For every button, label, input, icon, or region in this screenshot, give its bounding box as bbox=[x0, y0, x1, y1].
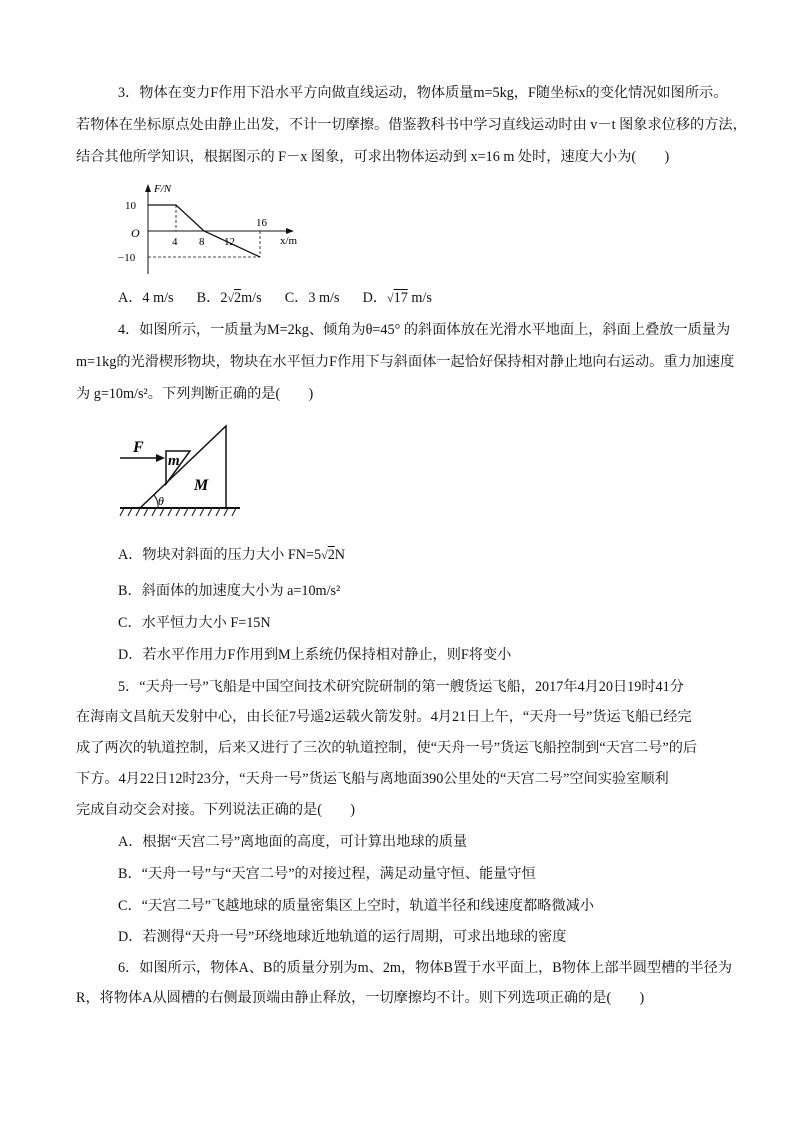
q5-line-1: 5．“天舟一号”飞船是中国空间技术研究院研制的第一艘货运飞船，2017年4月20日19时41分 bbox=[118, 679, 684, 695]
q3-option-b: B．2√2m/s bbox=[196, 290, 262, 306]
q3-line-1: 3．物体在变力F作用下沿水平方向做直线运动，物体质量m=5kg，F随坐标x的变化情况如图所示。 bbox=[118, 85, 728, 101]
graph-x-tick-16: 16 bbox=[256, 217, 267, 229]
graph-origin-label: O bbox=[131, 226, 140, 240]
graph-x-axis-label: x/m bbox=[280, 235, 298, 247]
graph-y-tick-neg10: −10 bbox=[118, 252, 136, 264]
q3-option-a: A．4 m/s bbox=[118, 290, 174, 306]
q3-line-3: 结合其他所学知识，根据图示的 F－x 图象，可求出物体运动到 x=16 m 处时，速度大小为( ) bbox=[76, 149, 670, 165]
q5-line-4: 下方。4月22日12时23分，“天舟一号”货运飞船与离地面390公里处的“天宫二号”空间实验室顺利 bbox=[76, 771, 669, 787]
q5-option-b: B．“天舟一号”与“天宫二号”的对接过程，满足动量守恒、能量守恒 bbox=[118, 866, 536, 882]
graph-x-tick-12: 12 bbox=[224, 236, 235, 248]
q3-option-d: D．√17 m/s bbox=[362, 290, 432, 306]
q6-line-2: R，将物体A从圆槽的右侧最顶端由静止释放，一切摩擦均不计。则下列选项正确的是( ) bbox=[76, 990, 645, 1006]
q5-line-3: 成了两次的轨道控制，后来又进行了三次的轨道控制，使“天舟一号”货运飞船控制到“天宫二号”的后 bbox=[76, 740, 698, 756]
q3-line-2: 若物体在坐标原点处由静止出发，不计一切摩擦。借鉴教科书中学习直线运动时由 v－t 图象求位移的方法， bbox=[76, 117, 747, 133]
q5-line-2: 在海南文昌航天发射中心，由长征7号遥2运载火箭发射。4月21日上午，“天舟一号”货运飞船已经完 bbox=[76, 709, 692, 725]
q5-option-a: A．根据“天宫二号”离地面的高度，可计算出地球的质量 bbox=[118, 834, 468, 850]
q4-option-a: A．物块对斜面的压力大小 FN=5√2N bbox=[118, 547, 346, 563]
incline-mass-label: M bbox=[194, 477, 209, 494]
graph-x-tick-8: 8 bbox=[199, 236, 205, 248]
q5-option-d: D．若测得“天舟一号”环绕地球近地轨道的运行周期，可求出地球的密度 bbox=[118, 929, 567, 945]
graph-y-tick-10: 10 bbox=[125, 200, 136, 212]
angle-label: θ bbox=[158, 494, 164, 508]
q4-option-d: D．若水平作用力F作用到M上系统仍保持相对静止，则F将变小 bbox=[118, 647, 512, 663]
force-label: F bbox=[133, 439, 144, 456]
q5-line-5: 完成自动交会对接。下列说法正确的是( ) bbox=[76, 802, 356, 818]
q4-line-3: 为 g=10m/s²。下列判断正确的是( ) bbox=[76, 386, 314, 402]
q4-line-1: 4．如图所示，一质量为M=2kg、倾角为θ=45° 的斜面体放在光滑水平地面上，斜面上叠放一质量为 bbox=[118, 322, 731, 338]
q3-options bbox=[118, 288, 432, 308]
q4-option-c: C．水平恒力大小 F=15N bbox=[118, 615, 271, 631]
graph-x-tick-4: 4 bbox=[172, 236, 178, 248]
wedge-mass-label: m bbox=[168, 453, 180, 469]
q4-line-2: m=1kg的光滑楔形物块，物块在水平恒力F作用下与斜面体一起恰好保持相对静止地向右运动。重力加速度 bbox=[76, 354, 735, 370]
graph-y-axis-label: F/N bbox=[154, 183, 172, 195]
q4-incline-figure bbox=[118, 418, 248, 523]
q6-line-1: 6．如图所示，物体A、B的质量分别为m、2m，物体B置于水平面上，B物体上部半圆型槽的半径为 bbox=[118, 960, 733, 976]
q3-option-c: C．3 m/s bbox=[284, 290, 340, 306]
q5-option-c: C．“天宫二号”飞越地球的质量密集区上空时，轨道半径和线速度都略微减小 bbox=[118, 898, 595, 914]
q4-option-b: B．斜面体的加速度大小为 a=10m/s² bbox=[118, 583, 341, 599]
q3-force-displacement-graph bbox=[110, 178, 310, 278]
